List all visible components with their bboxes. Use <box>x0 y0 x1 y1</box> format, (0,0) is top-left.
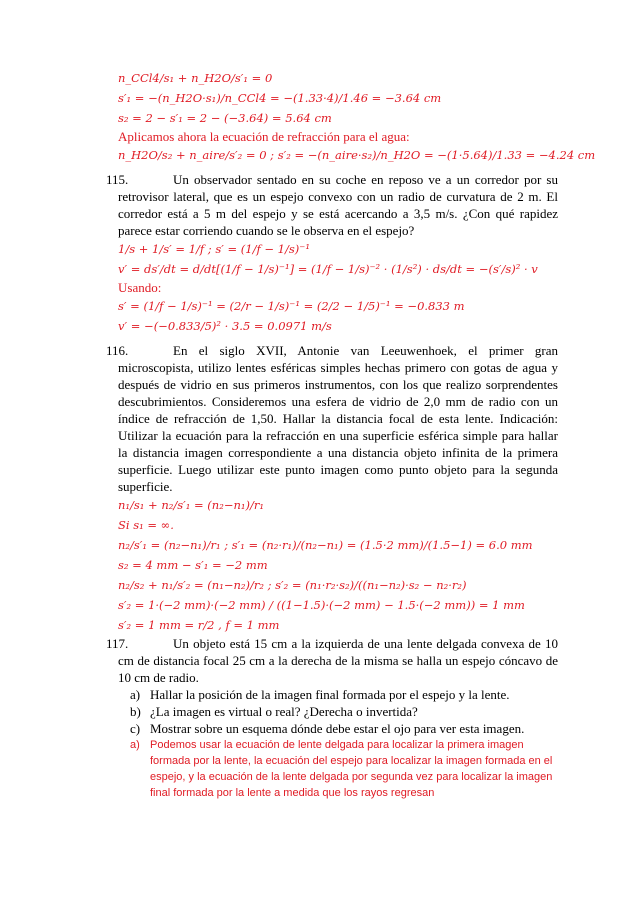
equation: s′₂ = 1 mm = r/2 , f = 1 mm <box>118 618 280 632</box>
item-label: a) <box>130 687 141 702</box>
equation: Si s₁ = ∞. <box>118 518 174 532</box>
item-text: ¿La imagen es virtual o real? ¿Derecha o invertida? <box>150 704 418 719</box>
equation: n₂/s′₁ = (n₂−n₁)/r₁ ; s′₁ = (n₂·r₁)/(n₂−n₁) = (1.5·2 mm)/(1.5−1) = 6.0 mm <box>118 538 533 552</box>
answer-item <box>130 737 558 801</box>
problem-statement: En el siglo XVII, Antonie van Leeuwenhoek, el primer gran microscopista, utilizo lentes esféricas simples hechas primero con gotas de agua y después de vidrio en sus primeros instrumentos, con los que realizo sorprendentes descubrimientos. Consideremos una esfera de vidrio de 2,0 mm de radio con un índice de refracción de 1,50. Hallar la distancia focal de esta lente. Indicación: Utilizar la ecuación para la refracción en una superficie esférica simple para hallar la distancia imagen correspondiente a una distancia objeto infinita de la primera superficie. Luego utilizar este punto imagen como punto objeto para la segunda superficie. <box>118 343 558 494</box>
item-label: a) <box>130 739 140 751</box>
solution-label: Aplicamos ahora la ecuación de refracción para el agua: <box>118 129 410 144</box>
previous-solution <box>118 68 596 165</box>
question-item <box>130 703 558 720</box>
solution-label: Usando: <box>118 280 162 295</box>
equation: n₁/s₁ + n₂/s′₁ = (n₂−n₁)/r₁ <box>118 498 264 512</box>
equation: s′ = (1/f − 1/s)⁻¹ = (2/r − 1/s)⁻¹ = (2/2 − 1/5)⁻¹ = −0.833 m <box>118 299 465 313</box>
answer-text: Podemos usar la ecuación de lente delgada para localizar la primera imagen formada por la lente, la ecuación del espejo para localizar la imagen formada en el espejo, y la ecuación de la lente delgada por segunda vez para localizar la imagen final formada por la lente a medida que los rayos regresan <box>150 739 553 799</box>
item-text: Hallar la posición de la imagen final formada por el espejo y la lente. <box>150 687 510 702</box>
equation: 1/s + 1/s′ = 1/f ; s′ = (1/f − 1/s)⁻¹ <box>118 242 310 256</box>
problem-statement: Un observador sentado en su coche en reposo ve a un corredor por su retrovisor lateral, que es un espejo convexo con un radio de curvatura de 2 m. El corredor está a 5 m del espejo y se está acercando a 3,5 m/s. ¿Con qué rapidez parece estar corriendo cuando se le observa en el espejo? <box>118 172 558 238</box>
equation: s₂ = 4 mm − s′₁ = −2 mm <box>118 558 268 572</box>
question-item <box>130 686 558 703</box>
equation: n_H2O/s₂ + n_aire/s′₂ = 0 ; s′₂ = −(n_aire·s₂)/n_H2O = −(1·5.64)/1.33 = −4.24 cm <box>118 148 596 162</box>
equation: v′ = −(−0.833/5)² · 3.5 = 0.0971 m/s <box>118 319 332 333</box>
problem-117 <box>106 635 558 801</box>
question-item <box>130 720 558 737</box>
equation: s′₁ = −(n_H2O·s₁)/n_CCl4 = −(1.33·4)/1.46 = −3.64 cm <box>118 91 442 105</box>
page-content <box>106 68 596 801</box>
equation: s₂ = 2 − s′₁ = 2 − (−3.64) = 5.64 cm <box>118 111 332 125</box>
equation: n₂/s₂ + n₁/s′₂ = (n₁−n₂)/r₂ ; s′₂ = (n₁·r₂·s₂)/((n₁−n₂)·s₂ − n₂·r₂) <box>118 578 467 592</box>
problem-116 <box>106 342 558 635</box>
item-label: b) <box>130 704 141 719</box>
problem-statement: Un objeto está 15 cm a la izquierda de una lente delgada convexa de 10 cm de distancia focal 25 cm a la derecha de la misma se halla un espejo cóncavo de 10 cm de radio. <box>118 636 558 685</box>
equation: n_CCl4/s₁ + n_H2O/s′₁ = 0 <box>118 71 273 85</box>
item-text: Mostrar sobre un esquema dónde debe estar el ojo para ver esta imagen. <box>150 721 525 736</box>
problem-number: 117. <box>106 636 129 651</box>
problem-number: 116. <box>106 343 129 358</box>
problem-number: 115. <box>106 172 129 187</box>
equation: v′ = ds′/dt = d/dt[(1/f − 1/s)⁻¹] = (1/f − 1/s)⁻² · (1/s²) · ds/dt = −(s′/s)² · v <box>118 262 538 276</box>
equation: s′₂ = 1·(−2 mm)·(−2 mm) / ((1−1.5)·(−2 mm) − 1.5·(−2 mm)) = 1 mm <box>118 598 525 612</box>
problem-115 <box>106 171 558 336</box>
item-label: c) <box>130 721 141 736</box>
question-list <box>130 686 558 801</box>
